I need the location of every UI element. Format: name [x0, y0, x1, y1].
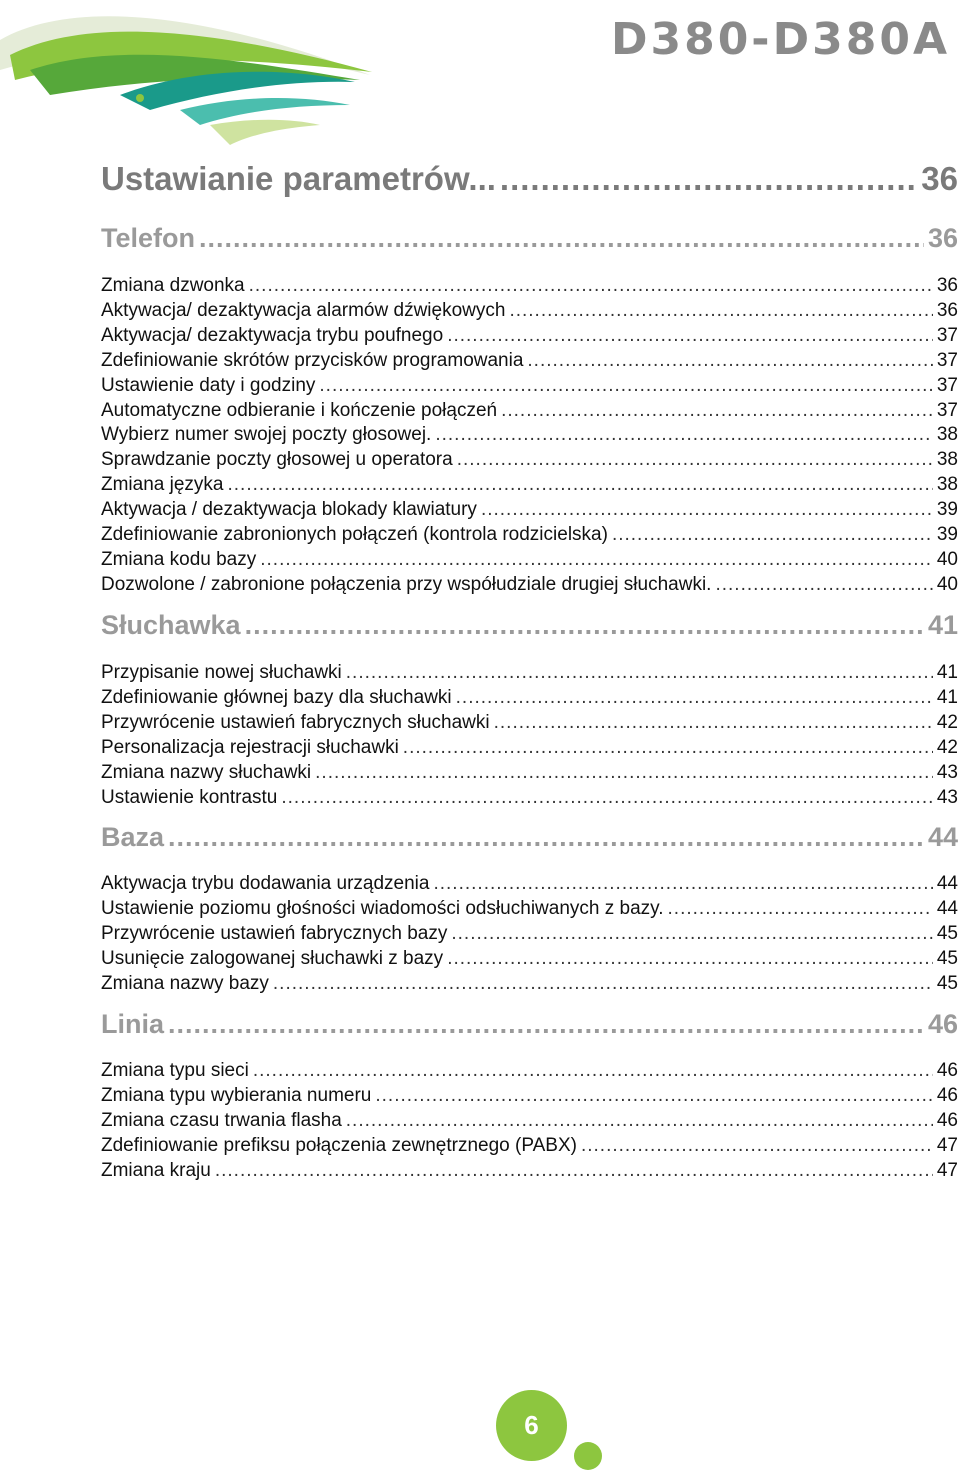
toc-item-entry-title: Zmiana typu sieci	[101, 1060, 249, 1081]
toc-item-entry-title: Aktywacja / dezaktywacja blokady klawiatury	[101, 499, 477, 521]
toc-item-entry[interactable]	[101, 662, 958, 687]
toc-item-entry-page: 44	[936, 873, 958, 894]
toc-item-entry-title: Ustawienie kontrastu	[101, 786, 278, 808]
dot-leader	[375, 1085, 933, 1107]
dot-leader	[456, 687, 933, 709]
toc-item-entry-page: 38	[936, 474, 958, 496]
toc-item-entry[interactable]	[101, 762, 958, 787]
toc-main-entry-page: 36	[921, 160, 958, 197]
toc-section-entry-title: Telefon	[101, 223, 195, 253]
toc-main-entry-title: Ustawianie parametrów...	[101, 160, 496, 197]
toc-item-entry-title: Ustawienie daty i godziny	[101, 374, 316, 396]
toc-item-entry-title: Sprawdzanie poczty głosowej u operatora	[101, 449, 453, 471]
toc-main-entry[interactable]	[101, 160, 958, 200]
toc-item-entry-title: Zdefiniowanie skrótów przycisków programowania	[101, 349, 524, 371]
dot-leader	[249, 275, 933, 297]
dot-leader	[346, 662, 933, 684]
toc-item-entry[interactable]	[101, 737, 958, 762]
toc-item-entry-page: 38	[936, 449, 958, 471]
decorative-dot	[574, 1442, 602, 1470]
toc-item-entry[interactable]	[101, 300, 958, 325]
dot-leader	[273, 973, 933, 995]
dot-leader	[168, 1009, 924, 1040]
dot-leader	[494, 712, 933, 734]
toc-item-entry[interactable]	[101, 400, 958, 425]
dot-leader	[435, 424, 933, 446]
dot-leader	[451, 923, 932, 945]
toc-item-entry[interactable]	[101, 948, 958, 973]
toc-section-entry[interactable]	[101, 223, 958, 257]
toc-item-entry[interactable]	[101, 923, 958, 948]
toc-item-entry[interactable]	[101, 1135, 958, 1160]
toc-item-entry-page: 36	[936, 299, 958, 321]
toc-item-entry-title: Aktywacja/ dezaktywacja alarmów dźwiękowych	[101, 299, 506, 321]
dot-leader	[447, 948, 933, 970]
toc-item-entry[interactable]	[101, 325, 958, 350]
toc-item-entry-page: 37	[936, 399, 958, 421]
toc-item-entry[interactable]	[101, 499, 958, 524]
toc-item-entry-title: Aktywacja/ dezaktywacja trybu poufnego	[101, 324, 444, 346]
toc-item-entry[interactable]	[101, 524, 958, 549]
toc-section-entry-page: 44	[927, 822, 958, 852]
dot-leader	[215, 1160, 933, 1182]
toc-item-entry[interactable]	[101, 898, 958, 923]
toc-item-entry-title: Zmiana dzwonka	[101, 275, 245, 296]
toc-item-entry-page: 37	[936, 324, 958, 346]
dot-leader	[447, 325, 933, 347]
dot-leader	[509, 300, 932, 322]
toc-item-entry[interactable]	[101, 687, 958, 712]
toc-item-entry-title: Zdefiniowanie głównej bazy dla słuchawki	[101, 686, 452, 708]
dot-leader	[199, 223, 924, 254]
dot-leader	[612, 524, 933, 546]
toc-item-entry-title: Personalizacja rejestracji słuchawki	[101, 736, 399, 758]
dot-leader	[668, 898, 933, 920]
dot-leader	[581, 1135, 933, 1157]
toc-item-entry-title: Dozwolone / zabronione połączenia przy współudziale drugiej słuchawki.	[101, 573, 712, 595]
dot-leader	[253, 1060, 933, 1082]
toc-item-entry-title: Zmiana języka	[101, 474, 224, 496]
toc-section-entry[interactable]	[101, 610, 958, 644]
toc-item-entry[interactable]	[101, 375, 958, 400]
toc-item-entry-page: 44	[936, 897, 958, 919]
toc-item-entry-page: 41	[936, 686, 958, 708]
toc-item-entry-title: Wybierz numer swojej poczty głosowej.	[101, 424, 432, 446]
toc-item-entry[interactable]	[101, 973, 958, 998]
toc-item-entry-title: Przywrócenie ustawień fabrycznych słuchawki	[101, 711, 490, 733]
toc-item-entry[interactable]	[101, 1060, 958, 1085]
toc-item-entry-page: 37	[936, 374, 958, 396]
toc-item-entry-page: 37	[936, 349, 958, 371]
toc-item-entry-page: 39	[936, 499, 958, 521]
toc-item-entry-page: 43	[936, 786, 958, 808]
dot-leader	[500, 160, 917, 198]
brand-model-title: D380-D380A	[610, 14, 950, 65]
toc-section-entry[interactable]	[101, 1009, 958, 1043]
toc-item-entry-title: Zmiana nazwy bazy	[101, 972, 269, 994]
toc-item-entry-page: 45	[936, 922, 958, 944]
toc-item-entry-page: 46	[936, 1060, 958, 1081]
toc-item-entry-title: Aktywacja trybu dodawania urządzenia	[101, 873, 430, 894]
toc-item-entry-page: 40	[936, 548, 958, 570]
dot-leader	[228, 474, 933, 496]
toc-item-entry-page: 42	[936, 711, 958, 733]
toc-item-entry-page: 45	[936, 972, 958, 994]
toc-section-entry[interactable]	[101, 822, 958, 856]
toc-section-entry-page: 36	[927, 223, 958, 253]
toc-section-entry-page: 46	[927, 1009, 958, 1039]
dot-leader	[168, 822, 924, 853]
toc-item-entry[interactable]	[101, 1110, 958, 1135]
toc-item-entry-page: 47	[936, 1134, 958, 1156]
toc-item-entry-title: Zdefiniowanie prefiksu połączenia zewnętrznego (PABX)	[101, 1134, 577, 1156]
toc-section-entry-title: Baza	[101, 822, 165, 852]
dot-leader	[260, 549, 933, 571]
toc-item-entry-page: 41	[936, 662, 958, 683]
dot-leader	[315, 762, 933, 784]
toc-item-entry-title: Zmiana czasu trwania flasha	[101, 1109, 342, 1131]
dot-leader	[319, 375, 932, 397]
toc-item-entry-title: Zdefiniowanie zabronionych połączeń (kontrola rodzicielska)	[101, 524, 608, 545]
toc-item-entry-page: 42	[936, 736, 958, 758]
toc-item-entry-page: 38	[936, 424, 958, 446]
dot-leader	[346, 1110, 933, 1132]
toc-item-entry-title: Automatyczne odbieranie i kończenie połączeń	[101, 399, 498, 421]
dot-leader	[433, 873, 932, 895]
toc-item-entry-page: 45	[936, 947, 958, 969]
dot-leader	[245, 610, 924, 641]
toc-item-entry-page: 40	[936, 573, 958, 595]
toc-section-entry-title: Słuchawka	[101, 610, 241, 640]
toc-item-entry-title: Usunięcie zalogowanej słuchawki z bazy	[101, 947, 444, 969]
toc-item-entry-title: Zmiana kraju	[101, 1159, 211, 1181]
toc-item-entry-page: 46	[936, 1084, 958, 1106]
toc-item-entry-title: Ustawienie poziomu głośności wiadomości odsłuchiwanych z bazy.	[101, 897, 664, 919]
toc-item-entry-page: 43	[936, 761, 958, 783]
toc-item-entry[interactable]	[101, 275, 958, 300]
toc-item-entry[interactable]	[101, 424, 958, 449]
toc-section-entry-title: Linia	[101, 1009, 165, 1039]
dot-leader	[501, 400, 933, 422]
toc-item-entry-title: Zmiana typu wybierania numeru	[101, 1084, 372, 1106]
toc-item-entry-page: 46	[936, 1109, 958, 1131]
dot-leader	[403, 737, 933, 759]
toc-item-entry-title: Zmiana nazwy słuchawki	[101, 761, 312, 783]
toc-item-entry-page: 36	[936, 275, 958, 296]
toc-item-entry[interactable]	[101, 787, 958, 812]
brand-swoosh-logo	[0, 0, 380, 160]
toc-item-entry[interactable]	[101, 712, 958, 737]
toc-item-entry[interactable]	[101, 350, 958, 375]
toc-item-entry[interactable]	[101, 1160, 958, 1185]
toc-item-entry-title: Przypisanie nowej słuchawki	[101, 662, 342, 683]
toc-item-entry[interactable]	[101, 1085, 958, 1110]
page-number-badge: 6	[496, 1390, 567, 1461]
toc-item-entry-page: 47	[936, 1159, 958, 1181]
dot-leader	[527, 350, 932, 372]
toc-item-entry[interactable]	[101, 873, 958, 898]
dot-leader	[481, 499, 933, 521]
toc-item-entry-title: Przywrócenie ustawień fabrycznych bazy	[101, 922, 448, 944]
toc-item-entry-title: Zmiana kodu bazy	[101, 548, 257, 570]
toc-item-entry[interactable]	[101, 474, 958, 499]
toc-item-entry[interactable]	[101, 549, 958, 574]
dot-leader	[457, 449, 933, 471]
toc-item-entry-page: 39	[936, 524, 958, 545]
dot-leader	[281, 787, 932, 809]
toc-item-entry[interactable]	[101, 574, 958, 599]
toc-item-entry[interactable]	[101, 449, 958, 474]
dot-leader	[715, 574, 932, 596]
toc-section-entry-page: 41	[927, 610, 958, 640]
